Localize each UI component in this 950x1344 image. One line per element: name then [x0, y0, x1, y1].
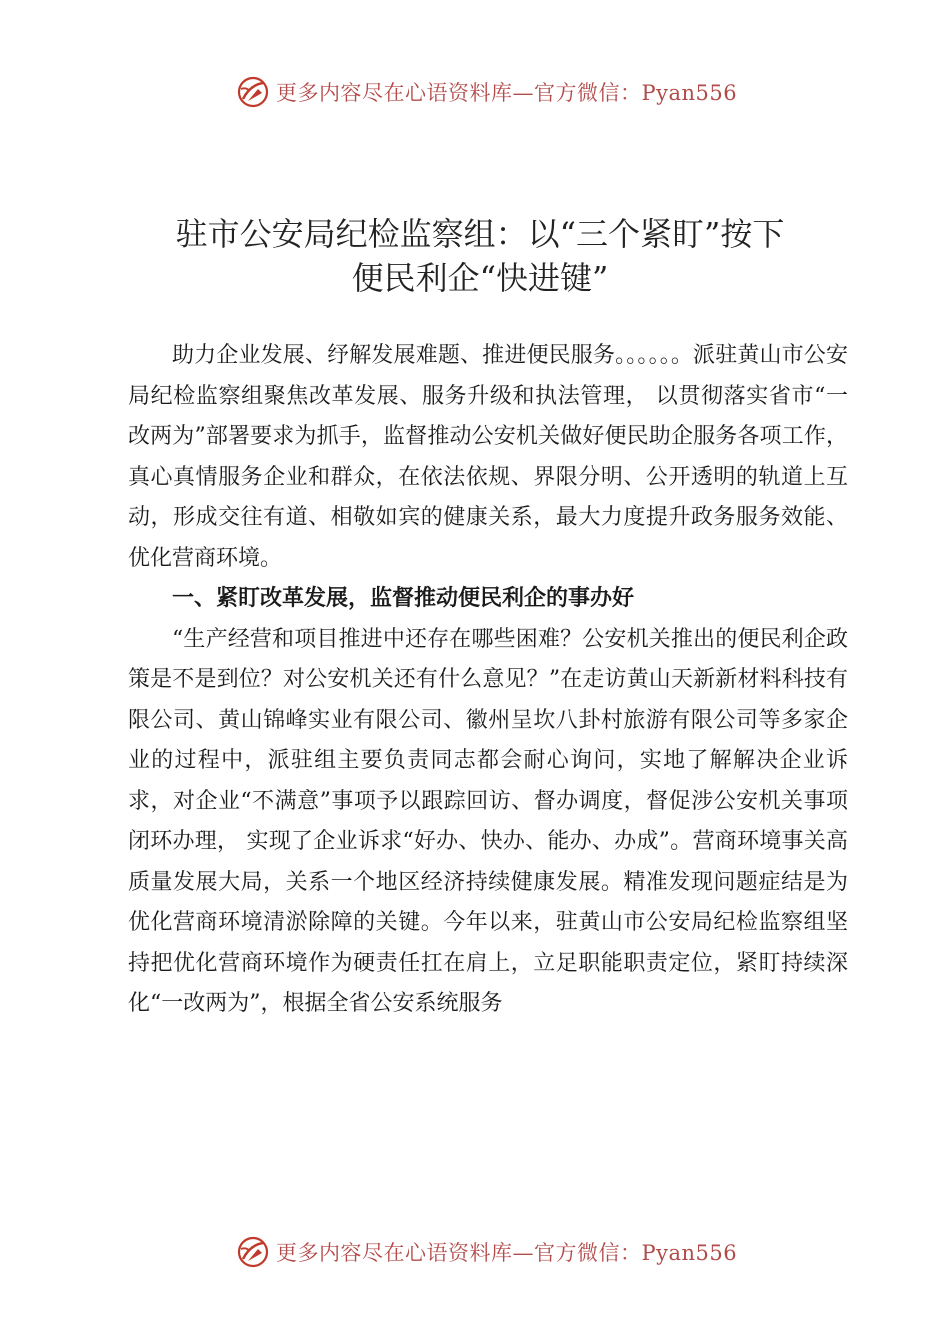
header-banner [236, 72, 756, 112]
banner-text: 更多内容尽在心语资料库—官方微信：Pyan556 [276, 1241, 738, 1265]
footer-banner [236, 1232, 756, 1272]
page-title [100, 212, 860, 300]
brand-logo-icon [236, 75, 270, 109]
banner-text: 更多内容尽在心语资料库—官方微信：Pyan556 [276, 81, 738, 105]
brand-logo-icon [236, 1235, 270, 1269]
title-line-1: 驻市公安局纪检监察组：以“三个紧盯”按下 [175, 215, 785, 253]
paragraph-intro: 助力企业发展、纾解发展难题、推进便民服务。。。。。。派驻黄山市公安局纪检监察组聚焦改革发展、服务升级和执法管理， 以贯彻落实省市“一改两为”部署要求为抓手，监督推动公安机关做好便民助企服务各项工作，真心真情服务企业和群众，在依法依规、界限分明、公开透明的轨道上互动，形成交往有道、相敬如宾的健康关系，最大力度提升政务服务效能、优化营商环境。 [128, 343, 848, 571]
title-line-2: 便民利企“快进键” [351, 259, 609, 297]
section-heading-1: 一、紧盯改革发展，监督推动便民利企的事办好 [172, 586, 635, 611]
paragraph-section-1: “生产经营和项目推进中还存在哪些困难？公安机关推出的便民利企政策是不是到位？对公安机关还有什么意见？”在走访黄山天新新材料科技有限公司、黄山锦峰实业有限公司、徽州呈坎八卦村旅游有限公司等多家企业的过程中，派驻组主要负责同志都会耐心询问，实地了解解决企业诉求，对企业“不满意”事项予以跟踪回访、督办调度，督促涉公安机关事项闭环办理， 实现了企业诉求“好办、快办、能办、办成”。营商环境事关高质量发展大局，关系一个地区经济持续健康发展。精准发现问题症结是为优化营商环境清淤除障的关键。今年以来，驻黄山市公安局纪检监察组坚持把优化营商环境作为硬责任扛在肩上，立足职能职责定位，紧盯持续深化“一改两为”，根据全省公安系统服务 [128, 626, 848, 1016]
document-body [128, 336, 848, 1025]
